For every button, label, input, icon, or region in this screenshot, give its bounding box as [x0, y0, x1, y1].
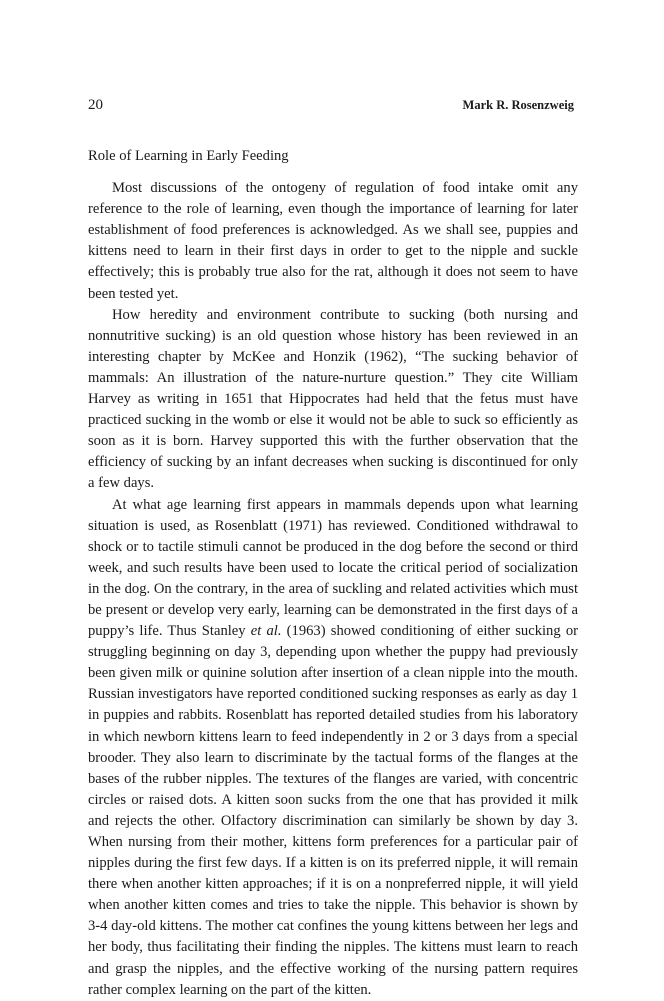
paragraph-2: How heredity and environment contribute to sucking (both nursing and nonnutritive sucking) is an old question whose history has been reviewed in an interesting chapter by McKee and Honzik (1962), “The sucking behavior of mammals: An illustration of the nature-nurture question.” They cite William Harvey as writing in 1651 that Hippocrates had held that the fetus must have practiced sucking in the womb or else it would not be able to suck so efficiently as soon as it is born. Harvey supported this with the further observation that the efficiency of sucking by an infant decreases when sucking is discontinued for only a few days. — [88, 306, 578, 492]
paragraph-3-text-after-citation: (1963) showed conditioning of either sucking or struggling beginning on day 3, depending upon whether the puppy had previously been given milk or quinine solution after insertion of a clean nipple into the mouth. Russian investigators have reported conditioned sucking responses as early as day 1 in puppies and rabbits. Rosenblatt has reported detailed studies from his laboratory in which newborn kittens learn to feed independently in 2 or 3 days from a special brooder. They also learn to discriminate by the tactual forms of the flanges at the bases of the rubber nipples. The textures of the flanges are varied, with concentric circles or raised dots. A kitten soon sucks from the one that has provided it milk and rejects the other. Olfactory discrimination can similarly be shown by day 3. When nursing from their mother, kittens form preferences for a particular pair of nipples during the first few days. If a kitten is on its preferred nipple, it will remain there when another kitten approaches; if it is on a nonpreferred nipple, it will yield when another kitten comes and tries to take the nipple. This behavior is shown by 3-4 day-old kittens. The mother cat confines the young kittens between her legs and her body, thus facilitating their finding the nipples. The kittens must learn to reach and grasp the nipples, and the effective working of the nursing pattern requires rather complex learning on the part of the kitten. — [88, 623, 578, 998]
paragraph-1: Most discussions of the ontogeny of regulation of food intake omit any reference to the role of learning, even though the importance of learning for later establishment of food preferences is acknowledged. As we shall see, puppies and kittens need to learn in their first days in order to get to the nipple and suckle effectively; this is probably true also for the rat, although it does not seem to have been tested yet. — [88, 180, 578, 302]
running-head-author: Mark R. Rosenzweig — [462, 98, 574, 112]
paragraph-3-text-before-citation: At what age learning first appears in mammals depends upon what learning situation is used, as Rosenblatt (1971) has reviewed. Conditioned withdrawal to shock or to tactile stimuli cannot be produced in the dog before the second or third week, and such results have been used to locate the critical period of socialization in the dog. On the contrary, in the area of suckling and related activities which must be present or develop very early, learning can be demonstrated in the first days of a puppy’s life. Thus Stanley — [88, 496, 578, 640]
section-title: Role of Learning in Early Feeding — [88, 148, 289, 164]
citation-et-al: et al. — [250, 623, 282, 640]
page-number: 20 — [88, 97, 103, 113]
paragraph-3 — [88, 495, 578, 1001]
page-body — [88, 146, 578, 1001]
